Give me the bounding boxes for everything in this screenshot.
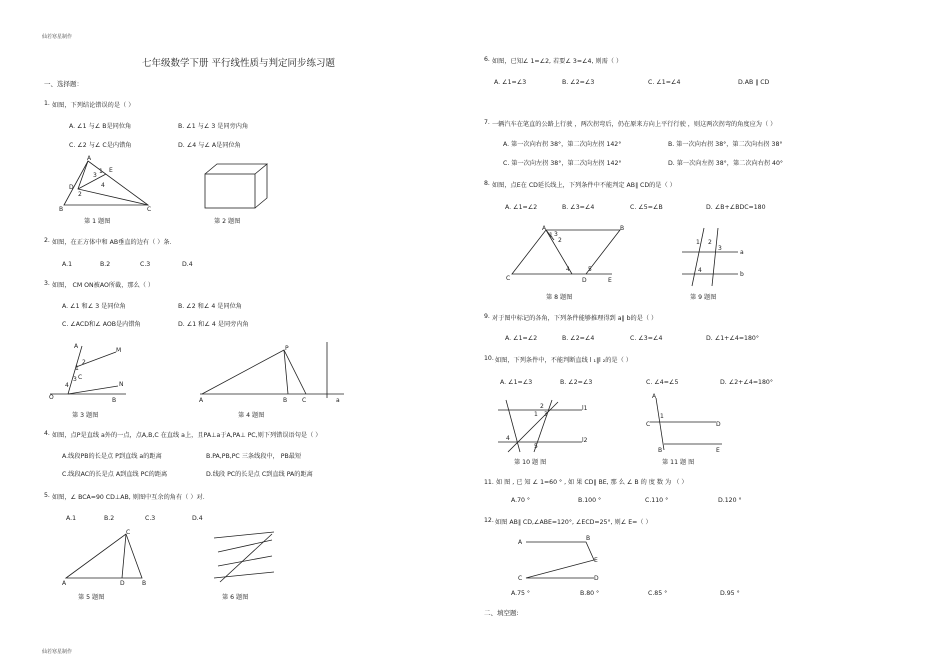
q2-option-a: A.1 [62,261,73,268]
svg-text:A: A [87,155,92,162]
figure-q1 [56,157,166,217]
q6-option-a: A. ∠1=∠3 [494,79,527,86]
svg-text:2: 2 [708,239,712,246]
figure-q10 [494,398,590,456]
svg-text:2: 2 [78,191,82,198]
q5-num: 5. [44,492,50,499]
q3-option-c: C. ∠ACD和∠ AOB是内错角 [62,321,141,328]
svg-text:4: 4 [506,435,510,442]
q7-option-a: A. 第一次向右拐 38°，第二次向左拐 142° [503,141,622,148]
q10-option-d: D. ∠2+∠4=180° [720,379,773,386]
svg-text:B: B [112,397,117,404]
q8-option-b: B. ∠3=∠4 [562,204,595,211]
svg-text:A: A [542,225,547,232]
svg-text:C: C [78,374,83,381]
caption-q3: 第 3 题图 [72,412,99,419]
caption-q11: 第 11 题 图 [662,459,695,466]
q10-option-c: C. ∠4=∠5 [646,379,679,386]
section-fill: 二、填空题: [484,609,519,617]
q2-option-b: B.2 [100,261,111,268]
figure-q11 [646,394,726,454]
svg-text:4: 4 [101,182,105,189]
section-choice: 一、选择题： [44,80,83,88]
q1-stem: 如图，下列结论错误的是（ ） [52,102,135,109]
svg-text:A: A [518,539,523,546]
q12-option-c: C.85 ° [648,590,668,597]
q2-option-d: D.4 [182,261,193,268]
watermark-top: 仙若寒星制作 [42,34,73,40]
q2-num: 2. [44,237,50,244]
svg-text:b: b [740,271,744,278]
q11-option-c: C.110 ° [645,497,669,504]
q5-stem: 如图，∠ BCA=90 CD⊥AB, 则图中互余的角有（ ）对． [52,494,209,501]
figure-q8 [500,222,630,286]
q4-option-c: C.线段AC的长是点 A到直线 PC的距离 [62,471,168,478]
q6-option-d: D.AB ∥ CD [738,79,770,86]
svg-text:5: 5 [534,443,538,450]
svg-text:A: A [199,397,204,404]
q10-num: 10. [484,355,494,362]
q9-option-a: A. ∠1=∠2 [505,335,538,342]
q11-option-b: B.100 ° [578,497,602,504]
svg-text:3: 3 [73,376,77,383]
q9-option-c: C. ∠3=∠4 [630,335,663,342]
svg-text:2: 2 [558,237,562,244]
svg-text:P: P [285,345,289,352]
svg-text:B: B [586,535,591,542]
svg-text:D: D [716,421,721,428]
q12-option-a: A.75 ° [511,590,531,597]
q5-option-a: A.1 [66,515,77,522]
svg-text:2: 2 [540,403,544,410]
svg-text:5: 5 [588,266,592,273]
svg-text:1: 1 [696,239,700,246]
svg-text:D: D [120,580,125,587]
q3-option-d: D. ∠1 和∠ 4 是同旁内角 [178,321,249,328]
figure-q12 [512,532,612,588]
q8-option-d: D. ∠B+∠BDC=180 [706,204,766,211]
svg-text:1: 1 [549,232,553,239]
svg-text:B: B [59,206,64,213]
q12-option-d: D.95 ° [720,590,740,597]
svg-text:M: M [116,347,122,354]
q9-stem: 对于图中标记的各角，下列条件能够推理得到 a∥ b的是（ ） [492,315,658,322]
watermark-bottom: 仙若寒星制作 [42,649,73,655]
q3-option-b: B. ∠2 和∠ 4 是同位角 [178,303,242,310]
svg-text:1: 1 [75,365,79,372]
q5-option-b: B.2 [104,515,115,522]
q4-option-b: B.PA,PB,PC 三条线段中， PB最短 [206,453,302,460]
caption-q4: 第 4 题图 [238,412,265,419]
q10-option-b: B. ∠2=∠3 [560,379,593,386]
q11-option-a: A.70 ° [511,497,531,504]
q8-num: 8. [484,180,490,187]
svg-text:A: A [74,343,79,350]
svg-text:C: C [126,529,131,536]
q3-option-a: A. ∠1 和∠ 3 是同位角 [62,303,126,310]
figure-q6 [212,530,278,590]
svg-text:C: C [147,206,152,213]
caption-q8: 第 8 题图 [546,294,573,301]
q8-option-a: A. ∠1=∠2 [505,204,538,211]
svg-text:B: B [658,447,663,454]
svg-text:a: a [740,249,744,256]
q2-stem: 如图，在正方体中和 AB垂直的边有（ ）条． [52,239,176,246]
q12-stem: 如图 AB∥ CD,∠ABE=120°, ∠ECD=25°, 则∠ E=（ ） [495,519,652,526]
q6-option-b: B. ∠2=∠3 [562,79,595,86]
svg-text:D: D [582,277,587,284]
svg-text:E: E [109,167,113,174]
q1-option-d: D. ∠4 与∠ A是同位角 [178,142,241,149]
svg-text:E: E [608,277,612,284]
svg-text:4: 4 [566,266,570,273]
q10-stem: 如图，下列条件中，不能判断直线 l ₁∥l ₂的是（ ） [495,357,632,364]
q7-num: 7. [484,119,490,126]
q1-option-c: C. ∠2 与∠ C是内错角 [69,142,132,149]
figure-q5 [62,530,146,588]
q5-option-d: D.4 [192,515,203,522]
svg-text:D: D [594,575,599,582]
svg-text:E: E [716,447,720,454]
q10-option-a: A. ∠1=∠3 [500,379,533,386]
svg-text:A: A [652,393,657,400]
page-title: 七年级数学下册 平行线性质与判定同步练习题 [142,58,336,69]
svg-text:C: C [646,421,651,428]
svg-text:3: 3 [554,231,558,238]
q7-stem: 一辆汽车在笔直的公路上行驶 ，两次拐弯后，仍在原来方向上平行行驶 ，则这两次拐弯的角度应为（ ） [492,121,777,128]
q9-num: 9. [484,313,490,320]
q6-option-c: C. ∠1=∠4 [648,79,681,86]
q1-num: 1. [44,100,50,107]
caption-q2: 第 2 题图 [214,218,241,225]
svg-text:B: B [142,580,147,587]
svg-text:C: C [302,397,307,404]
q1-option-a: A. ∠1 与∠ B是同位角 [69,123,132,130]
q4-stem: 如图，点P是直线 a外的一点，点A,B,C 在直线 a上，且PA⊥a于A,PA⊥ PC,则下列错误语句是（ ） [52,432,322,439]
svg-text:E: E [594,557,598,564]
svg-text:3: 3 [718,245,722,252]
q7-option-c: C. 第一次向左拐 38°，第二次向左拐 142° [503,160,622,167]
q4-num: 4. [44,430,50,437]
caption-q9: 第 9 题图 [690,294,717,301]
q11-num: 11. [484,479,494,486]
caption-q1: 第 1 题图 [84,218,111,225]
caption-q10: 第 10 题 图 [514,459,547,466]
caption-q6: 第 6 题图 [222,594,249,601]
q9-option-d: D. ∠1+∠4=180° [706,335,759,342]
svg-text:a: a [336,397,340,404]
q8-stem: 如图，点E在 CD延长线上，下列条件中不能判定 AB∥ CD的是（ ） [492,182,676,189]
svg-text:1: 1 [99,168,103,175]
q8-option-c: C. ∠5=∠B [630,204,663,211]
svg-text:4: 4 [65,382,69,389]
svg-text:l2: l2 [582,437,588,444]
q9-option-b: B. ∠2=∠4 [562,335,595,342]
q7-option-b: B. 第一次向右拐 38°，第二次向右拐 38° [668,141,783,148]
svg-text:B: B [283,397,288,404]
svg-text:B: B [620,225,625,232]
svg-text:3: 3 [544,411,548,418]
figure-q4 [196,342,346,404]
q7-option-d: D. 第一次向左拐 38°，第二次向右拐 40° [668,160,784,167]
caption-q5: 第 5 题图 [78,594,105,601]
svg-text:O: O [49,394,54,401]
q2-option-c: C.3 [140,261,151,268]
q12-num: 12. [484,517,494,524]
q11-stem: 如 图 , 已 知 ∠ 1=60 ° , 如 果 CD∥ BE, 那 么 ∠ B 的 度 数 为 （ ） [496,479,688,486]
svg-text:C: C [506,275,511,282]
q4-option-d: D.线段 PC的长是点 C到直线 PA的距离 [206,471,313,478]
q5-option-c: C.3 [145,515,156,522]
q3-num: 3. [44,280,50,287]
svg-text:1: 1 [534,411,538,418]
q11-option-d: D.120 ° [718,497,742,504]
q6-stem: 如图，已知∠ 1=∠2, 若要∠ 3=∠4, 则需（ ） [492,58,623,65]
svg-text:1: 1 [660,413,664,420]
svg-text:4: 4 [698,267,702,274]
svg-text:3: 3 [93,172,97,179]
q1-option-b: B. ∠1 与∠ 3 是同旁内角 [178,123,249,130]
svg-text:N: N [119,381,124,388]
svg-text:C: C [518,575,523,582]
q6-num: 6. [484,56,490,63]
figure-q9 [668,222,748,288]
svg-text:2: 2 [82,359,86,366]
svg-text:l1: l1 [582,405,588,412]
q3-stem: 如图， CM ON被AO所截，那么（ ） [52,282,155,289]
figure-q2-cube [200,162,270,212]
q4-option-a: A.线段PB的长是点 P到直线 a的距离 [62,453,162,460]
q12-option-b: B.80 ° [580,590,600,597]
figure-q3 [48,342,128,404]
svg-text:D: D [69,184,74,191]
svg-text:A: A [62,580,67,587]
